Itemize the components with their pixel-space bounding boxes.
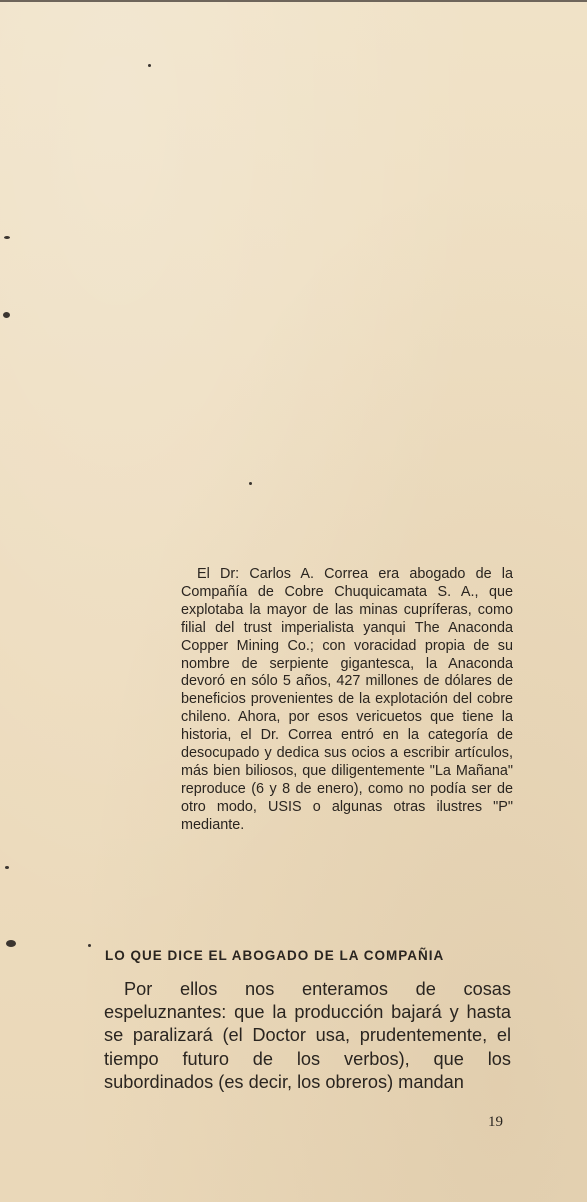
speck xyxy=(4,236,10,239)
speck xyxy=(5,866,9,869)
speck xyxy=(88,944,91,947)
page-top-edge xyxy=(0,0,587,2)
section-heading: LO QUE DICE EL ABOGADO DE LA COMPAÑIA xyxy=(105,948,445,963)
body-paragraph: Por ellos nos enteramos de cosas espeluznantes: que la producción bajará y hasta se paralizará (el Doctor usa, prudentemente, el tiempo futuro de los verbos), que los subordinados (es decir, los obreros) mandan xyxy=(104,979,511,1092)
speck xyxy=(6,940,16,947)
page-number: 19 xyxy=(488,1114,503,1130)
speck xyxy=(249,482,252,485)
footnote-paragraph: El Dr: Carlos A. Correa era abogado de la Compañía de Cobre Chuquicamata S. A., que explotaba la mayor de las minas cupríferas, como filial del trust imperialista yanqui The Anaconda Copper Mining Co.; con voracidad propia de su nombre de serpiente gigantesca, la Anaconda devoró en sólo 5 años, 427 millones de dólares de beneficios provenientes de la explotación del cobre chileno. Ahora, por esos vericuetos que tiene la historia, el Dr. Correa entró en la categoría de desocupado y dedica sus ocios a escribir artículos, más bien biliosos, que diligentemente "La Mañana" reproduce (6 y 8 de enero), como no podía ser de otro modo, USIS o algunas otras ilustres "P" mediante. xyxy=(181,566,513,833)
speck xyxy=(148,64,151,67)
speck xyxy=(3,312,10,318)
